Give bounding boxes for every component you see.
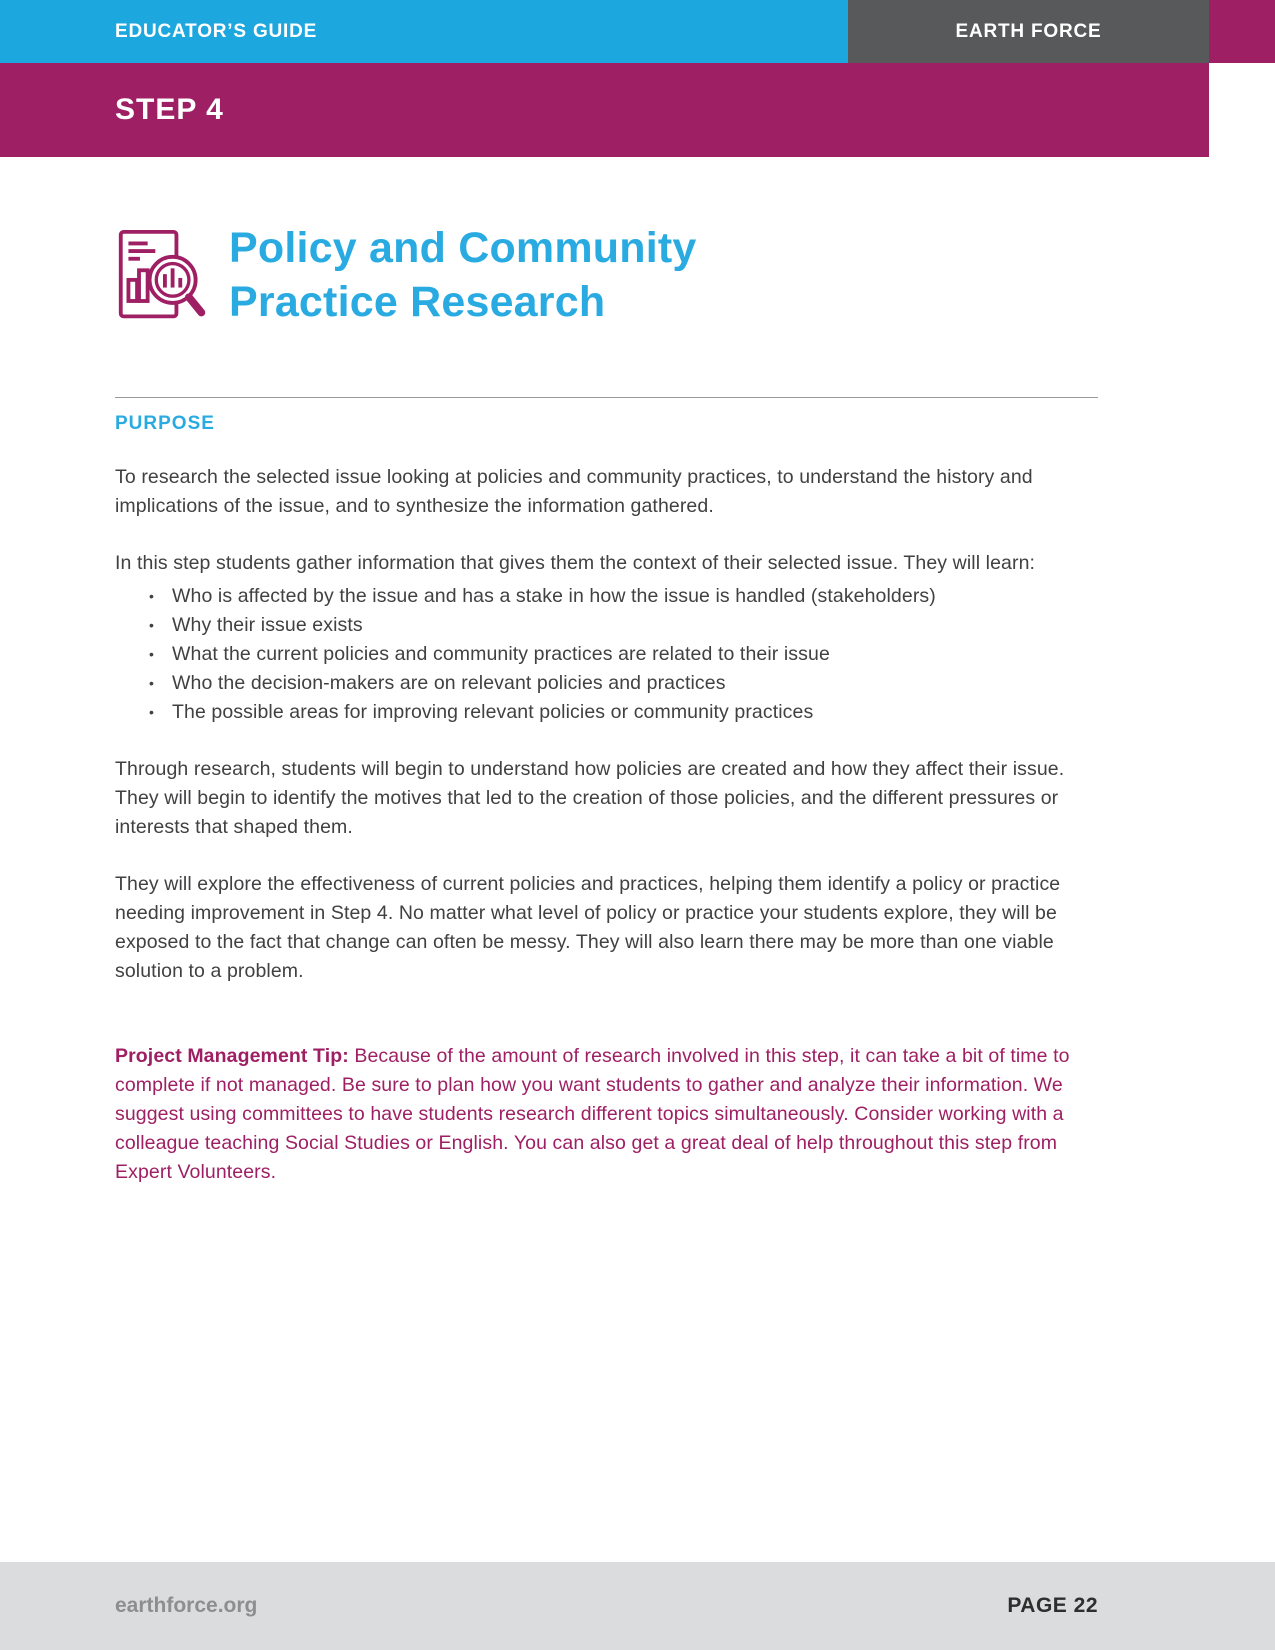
page-title-line-2: Practice Research xyxy=(229,278,606,327)
step-title: STEP 4 xyxy=(115,93,224,126)
list-item: • Who the decision-makers are on relevant policies and practices xyxy=(115,669,1098,698)
project-management-tip xyxy=(115,1042,1098,1187)
purpose-paragraph-1: To research the selected issue looking at policies and community practices, to understand the history and implications of the issue, and to synthesize the information gathered. xyxy=(115,466,1033,517)
educators-guide-label: EDUCATOR’S GUIDE xyxy=(115,20,318,42)
earth-force-banner xyxy=(848,0,1209,63)
educators-guide-banner xyxy=(0,0,848,63)
tip-label: Project Management Tip: xyxy=(115,1045,349,1067)
page-footer xyxy=(0,1562,1275,1650)
title-row xyxy=(115,221,1098,331)
top-header-bar xyxy=(0,0,1275,63)
purpose-paragraph-4: They will explore the effectiveness of current policies and practices, helping them identify a policy or practice needing improvement in Step 4. No matter what level of policy or practice your students explore, they will be exposed to the fact that change can often be messy. They will also learn there may be more than one viable solution to a problem. xyxy=(115,873,1061,982)
page-number: PAGE 22 xyxy=(1007,1594,1098,1617)
earth-force-label: EARTH FORCE xyxy=(955,20,1102,42)
page-title xyxy=(229,221,697,329)
learning-outcomes-list xyxy=(115,582,1098,727)
list-item: • The possible areas for improving relevant policies or community practices xyxy=(115,698,1098,727)
purpose-paragraph-2: In this step students gather information that gives them the context of their selected issue. They will learn: xyxy=(115,552,1036,574)
section-divider xyxy=(115,397,1098,398)
earthforce-site-link[interactable]: earthforce.org xyxy=(115,1594,258,1617)
step-banner xyxy=(0,63,1209,157)
list-item: • What the current policies and community practices are related to their issue xyxy=(115,640,1098,669)
list-item: • Why their issue exists xyxy=(115,611,1098,640)
research-document-icon xyxy=(115,223,211,331)
page-title-line-1: Policy and Community xyxy=(229,224,697,272)
purpose-paragraph-3: Through research, students will begin to understand how policies are created and how they affect their issue. They will begin to identify the motives that led to the creation of those policies, and the different pressures or interests that shaped them. xyxy=(115,758,1065,838)
page-content xyxy=(0,157,1275,1187)
purpose-heading: PURPOSE xyxy=(115,413,215,434)
list-item: • Who is affected by the issue and has a stake in how the issue is handled (stakeholders) xyxy=(115,582,1098,611)
tip-text: Because of the amount of research involved in this step, it can take a bit of time to complete if not managed. Be sure to plan how you want students to gather and analyze their information. We suggest using committees to have students research different topics simultaneously. Consider working with a colleague teaching Social Studies or English. You can also get a great deal of help throughout this step from Expert Volunteers. xyxy=(115,1045,1070,1183)
corner-accent xyxy=(1209,0,1275,63)
